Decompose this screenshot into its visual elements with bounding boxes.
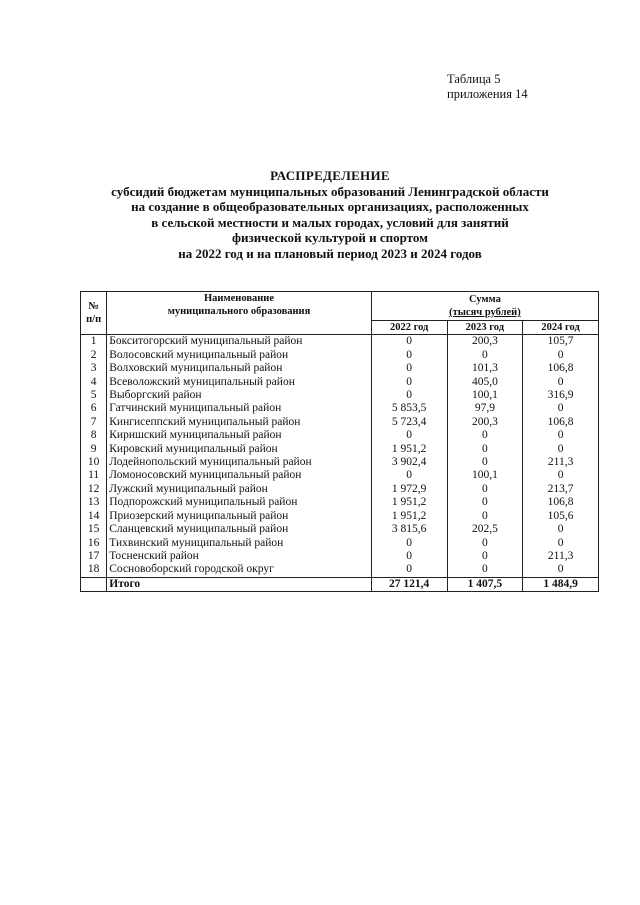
row-value-2024: 105,6 xyxy=(523,510,599,523)
row-name: Тихвинский муниципальный район xyxy=(107,537,372,550)
row-value-2024: 0 xyxy=(523,429,599,442)
row-number: 13 xyxy=(81,496,107,509)
row-value-2023: 0 xyxy=(447,456,523,469)
total-num-cell xyxy=(81,577,107,591)
title-line-4: физической культурой и спортом xyxy=(231,230,428,246)
table-row xyxy=(81,389,599,402)
table-body xyxy=(81,335,599,577)
row-value-2024: 213,7 xyxy=(523,483,599,496)
row-value-2022: 0 xyxy=(371,469,447,482)
table-row xyxy=(81,523,599,536)
header-sum-line2: (тысяч рублей) xyxy=(449,307,521,318)
row-value-2024: 0 xyxy=(523,349,599,362)
table-row xyxy=(81,349,599,362)
table-row xyxy=(81,429,599,442)
row-number: 4 xyxy=(81,376,107,389)
title-main: РАСПРЕДЕЛЕНИЕ xyxy=(270,168,390,183)
row-value-2023: 0 xyxy=(447,537,523,550)
row-value-2022: 1 951,2 xyxy=(371,443,447,456)
row-name: Бокситогорский муниципальный район xyxy=(107,335,372,349)
row-number: 17 xyxy=(81,550,107,563)
total-2024: 1 484,9 xyxy=(523,577,599,591)
row-value-2024: 106,8 xyxy=(523,416,599,429)
row-value-2023: 100,1 xyxy=(447,469,523,482)
row-number: 15 xyxy=(81,523,107,536)
row-number: 18 xyxy=(81,563,107,577)
row-value-2024: 0 xyxy=(523,469,599,482)
row-value-2023: 0 xyxy=(447,510,523,523)
table-row xyxy=(81,335,599,349)
distribution-table xyxy=(80,291,599,592)
row-value-2023: 0 xyxy=(447,429,523,442)
header-sum-line1: Сумма xyxy=(468,293,501,305)
row-number: 16 xyxy=(81,537,107,550)
row-value-2023: 0 xyxy=(447,496,523,509)
row-value-2022: 0 xyxy=(371,563,447,577)
total-2022: 27 121,4 xyxy=(371,577,447,591)
header-year-2022: 2022 год xyxy=(371,321,447,335)
row-number: 8 xyxy=(81,429,107,442)
row-value-2022: 5 723,4 xyxy=(371,416,447,429)
row-value-2022: 3 902,4 xyxy=(371,456,447,469)
table-row xyxy=(81,402,599,415)
row-value-2024: 0 xyxy=(523,523,599,536)
row-value-2023: 0 xyxy=(447,550,523,563)
row-value-2022: 0 xyxy=(371,429,447,442)
row-number: 2 xyxy=(81,349,107,362)
row-name: Выборгский район xyxy=(107,389,372,402)
total-row xyxy=(81,577,599,591)
row-value-2023: 202,5 xyxy=(447,523,523,536)
row-name: Кировский муниципальный район xyxy=(107,443,372,456)
row-name: Волховский муниципальный район xyxy=(107,362,372,375)
row-value-2022: 0 xyxy=(371,335,447,349)
row-name: Сосновоборский городской округ xyxy=(107,563,372,577)
header-name xyxy=(107,292,372,335)
header-name-line1: Наименование xyxy=(204,293,275,304)
row-name: Лодейнопольский муниципальный район xyxy=(107,456,372,469)
row-value-2024: 106,8 xyxy=(523,496,599,509)
row-number: 14 xyxy=(81,510,107,523)
row-name: Волосовский муниципальный район xyxy=(107,349,372,362)
row-value-2023: 0 xyxy=(447,563,523,577)
row-name: Лужский муниципальный район xyxy=(107,483,372,496)
row-value-2023: 405,0 xyxy=(447,376,523,389)
table-row xyxy=(81,416,599,429)
row-value-2022: 0 xyxy=(371,537,447,550)
row-value-2022: 0 xyxy=(371,389,447,402)
table-row xyxy=(81,510,599,523)
row-value-2024: 0 xyxy=(523,402,599,415)
row-value-2023: 200,3 xyxy=(447,335,523,349)
row-value-2022: 1 951,2 xyxy=(371,496,447,509)
row-number: 12 xyxy=(81,483,107,496)
row-name: Сланцевский муниципальный район xyxy=(107,523,372,536)
header-num-line1: № xyxy=(88,300,99,312)
row-number: 11 xyxy=(81,469,107,482)
row-value-2023: 0 xyxy=(447,483,523,496)
row-value-2024: 0 xyxy=(523,376,599,389)
row-number: 6 xyxy=(81,402,107,415)
row-value-2024: 0 xyxy=(523,537,599,550)
row-name: Приозерский муниципальный район xyxy=(107,510,372,523)
title-line-2: на создание в общеобразовательных организациях, расположенных xyxy=(131,199,529,215)
header-num-line2: п/п xyxy=(86,314,102,326)
row-value-2022: 0 xyxy=(371,376,447,389)
title-line-3: в сельской местности и малых городах, условий для занятий xyxy=(151,214,509,230)
table-row xyxy=(81,550,599,563)
table-row xyxy=(81,443,599,456)
row-name: Кингисеппский муниципальный район xyxy=(107,416,372,429)
row-value-2023: 101,3 xyxy=(447,362,523,375)
table-row xyxy=(81,537,599,550)
row-number: 7 xyxy=(81,416,107,429)
row-value-2024: 0 xyxy=(523,563,599,577)
row-value-2024: 0 xyxy=(523,443,599,456)
table-reference xyxy=(447,72,528,102)
table-row xyxy=(81,469,599,482)
row-value-2022: 3 815,6 xyxy=(371,523,447,536)
row-number: 10 xyxy=(81,456,107,469)
title-line-1: субсидий бюджетам муниципальных образований Ленинградской области xyxy=(111,183,549,199)
row-value-2024: 211,3 xyxy=(523,550,599,563)
total-label: Итого xyxy=(107,577,372,591)
table-row xyxy=(81,456,599,469)
title-line-5: на 2022 год и на плановый период 2023 и 2024 годов xyxy=(178,245,482,261)
row-number: 9 xyxy=(81,443,107,456)
table-row xyxy=(81,563,599,577)
row-value-2022: 5 853,5 xyxy=(371,402,447,415)
row-value-2023: 0 xyxy=(447,349,523,362)
row-name: Подпорожский муниципальный район xyxy=(107,496,372,509)
header-name-line2: муниципального образования xyxy=(167,306,311,318)
row-name: Всеволожский муниципальный район xyxy=(107,376,372,389)
table-row xyxy=(81,496,599,509)
row-name: Гатчинский муниципальный район xyxy=(107,402,372,415)
header-year-2023: 2023 год xyxy=(447,321,523,335)
row-number: 1 xyxy=(81,335,107,349)
row-value-2024: 316,9 xyxy=(523,389,599,402)
row-value-2022: 0 xyxy=(371,550,447,563)
table-row xyxy=(81,376,599,389)
row-value-2023: 200,3 xyxy=(447,416,523,429)
header-sum xyxy=(371,292,598,321)
header-year-2024: 2024 год xyxy=(523,321,599,335)
row-value-2024: 105,7 xyxy=(523,335,599,349)
header-num xyxy=(81,292,107,335)
table-row xyxy=(81,483,599,496)
reference-line-1: Таблица 5 xyxy=(447,72,501,86)
row-value-2024: 211,3 xyxy=(523,456,599,469)
row-number: 3 xyxy=(81,362,107,375)
row-value-2022: 1 972,9 xyxy=(371,483,447,496)
document-title xyxy=(60,168,600,262)
row-value-2022: 0 xyxy=(371,349,447,362)
row-number: 5 xyxy=(81,389,107,402)
row-value-2023: 0 xyxy=(447,443,523,456)
row-name: Тосненский район xyxy=(107,550,372,563)
row-value-2022: 1 951,2 xyxy=(371,510,447,523)
row-name: Ломоносовский муниципальный район xyxy=(107,469,372,482)
row-value-2022: 0 xyxy=(371,362,447,375)
total-2023: 1 407,5 xyxy=(447,577,523,591)
row-name: Киришский муниципальный район xyxy=(107,429,372,442)
reference-line-2: приложения 14 xyxy=(447,87,528,101)
row-value-2023: 100,1 xyxy=(447,389,523,402)
row-value-2024: 106,8 xyxy=(523,362,599,375)
table-row xyxy=(81,362,599,375)
row-value-2023: 97,9 xyxy=(447,402,523,415)
